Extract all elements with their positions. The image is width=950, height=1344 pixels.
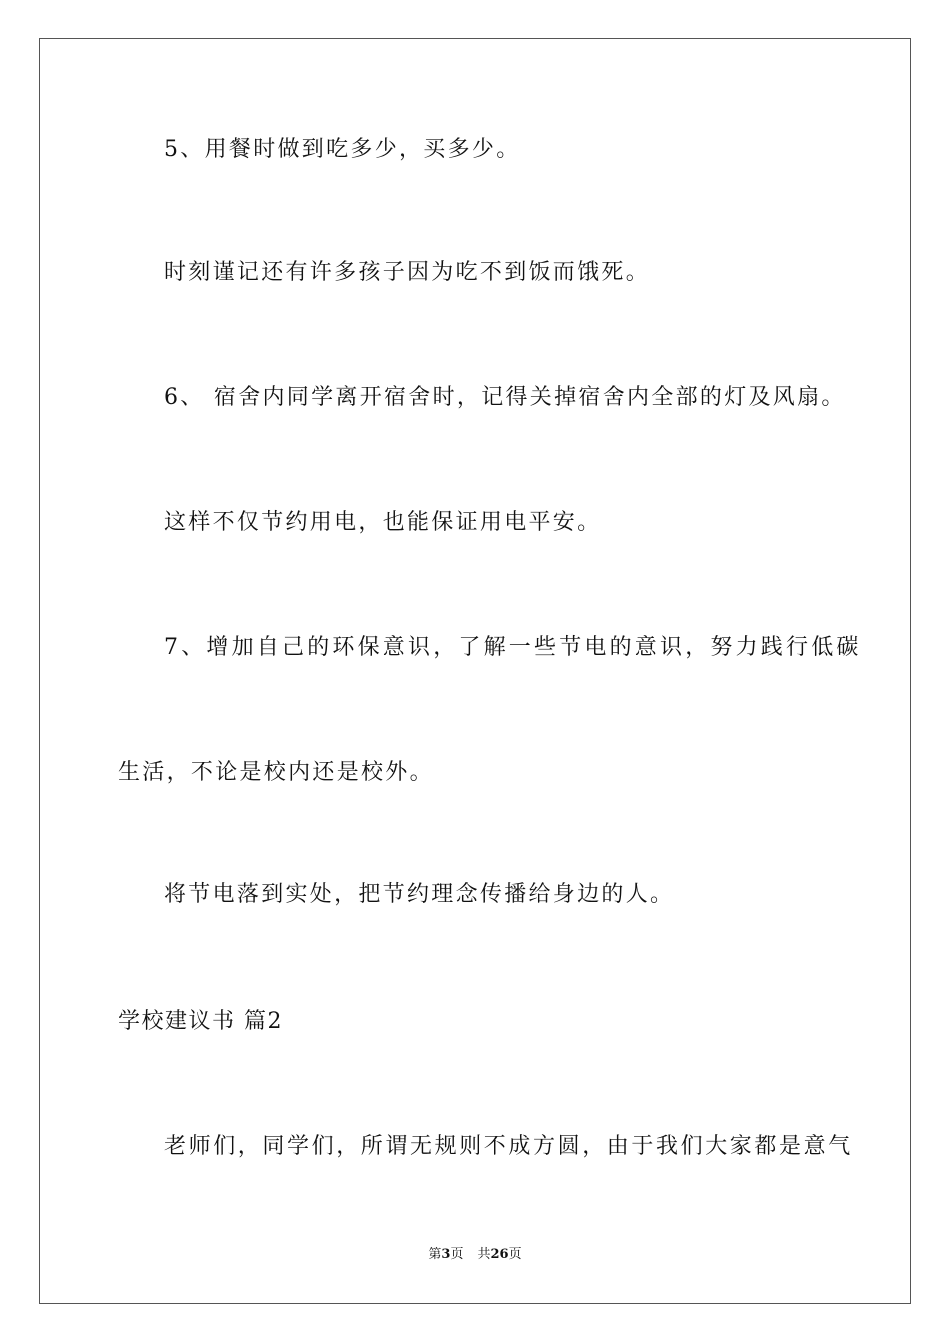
paragraph-line: 6、 宿舍内同学离开宿舍时，记得关掉宿舍内全部的灯及风扇。: [164, 385, 846, 410]
page-prefix: 第: [428, 1247, 442, 1262]
paragraph-line: 时刻谨记还有许多孩子因为吃不到饭而饿死。: [164, 260, 651, 285]
paragraph-line: 5、用餐时做到吃多少，买多少。: [164, 137, 521, 162]
total-pages: 26: [490, 1247, 509, 1262]
page-number: 3: [441, 1247, 451, 1262]
page-footer: [0, 1246, 950, 1264]
page-border: [39, 38, 911, 1304]
paragraph-line: 老师们，同学们，所谓无规则不成方圆，由于我们大家都是意气: [164, 1134, 853, 1159]
total-suffix: 页: [508, 1247, 522, 1262]
total-prefix: 共: [477, 1247, 491, 1262]
paragraph-line: 将节电落到实处，把节约理念传播给身边的人。: [164, 882, 675, 907]
paragraph-line: 7、增加自己的环保意识，了解一些节电的意识，努力践行低碳: [164, 635, 862, 660]
page-suffix: 页: [450, 1247, 464, 1262]
paragraph-line: 生活，不论是校内还是校外。: [118, 760, 434, 785]
paragraph-line: 这样不仅节约用电，也能保证用电平安。: [164, 510, 602, 535]
section-heading: 学校建议书 篇2: [118, 1009, 283, 1034]
